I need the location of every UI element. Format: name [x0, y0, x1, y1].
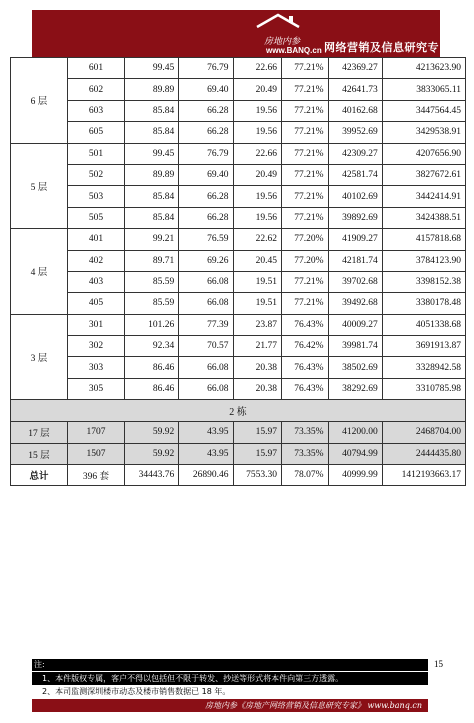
- table-cell: 85.84: [125, 100, 179, 121]
- table-cell: 3424388.51: [382, 207, 465, 228]
- table-row: [11, 378, 466, 399]
- table-cell: 66.28: [179, 207, 233, 228]
- table-cell: 76.79: [179, 143, 233, 164]
- table-cell: 2468704.00: [382, 422, 465, 443]
- table-cell: 77.21%: [281, 122, 328, 143]
- table-cell: 86.46: [125, 357, 179, 378]
- table-cell: 22.66: [233, 143, 281, 164]
- table-cell: 42581.74: [328, 164, 382, 185]
- table-cell: 40009.27: [328, 314, 382, 335]
- table-cell: 92.34: [125, 336, 179, 357]
- table-cell: 76.59: [179, 229, 233, 250]
- table-cell: 66.08: [179, 293, 233, 314]
- table-cell: 76.43%: [281, 314, 328, 335]
- unit-number: 503: [68, 186, 125, 207]
- table-cell: 39492.68: [328, 293, 382, 314]
- table-row: [11, 357, 466, 378]
- table-cell: 3398152.38: [382, 271, 465, 292]
- unit-number: 301: [68, 314, 125, 335]
- table-cell: 26890.46: [179, 465, 233, 486]
- table-cell: 39981.74: [328, 336, 382, 357]
- table-cell: 19.56: [233, 100, 281, 121]
- table-cell: 66.08: [179, 378, 233, 399]
- table-cell: 59.92: [125, 422, 179, 443]
- table-cell: 89.89: [125, 164, 179, 185]
- table-cell: 99.21: [125, 229, 179, 250]
- logo-main-text: 网络营销及信息研究专家: [324, 41, 439, 70]
- table-cell: 40162.68: [328, 100, 382, 121]
- table-cell: 99.45: [125, 143, 179, 164]
- copyright-note: 1、本件版权专属，客户不得以包括但不限于转发、抄送等形式将本件向第三方透露。: [32, 672, 428, 685]
- unit-number: 501: [68, 143, 125, 164]
- building-label: 2 栋: [11, 400, 466, 422]
- table-row: [11, 79, 466, 100]
- table-cell: 3310785.98: [382, 378, 465, 399]
- table-cell: 23.87: [233, 314, 281, 335]
- table-row: [11, 207, 466, 228]
- table-cell: 85.84: [125, 122, 179, 143]
- table-cell: 7553.30: [233, 465, 281, 486]
- table-cell: 3784123.90: [382, 250, 465, 271]
- logo-small-text: 房地内参: [264, 37, 301, 47]
- table-cell: 22.66: [233, 58, 281, 79]
- table-cell: 77.21%: [281, 79, 328, 100]
- table-cell: 15.97: [233, 443, 281, 464]
- table-cell: 77.21%: [281, 164, 328, 185]
- table-row: [11, 100, 466, 121]
- table-cell: 69.40: [179, 79, 233, 100]
- table-row: [11, 422, 466, 443]
- table-cell: 20.45: [233, 250, 281, 271]
- table-cell: 19.56: [233, 186, 281, 207]
- table-cell: 41909.27: [328, 229, 382, 250]
- table-cell: 3833065.11: [382, 79, 465, 100]
- floor-label: 17 层: [11, 422, 68, 443]
- table-row: [11, 122, 466, 143]
- table-row: [11, 229, 466, 250]
- unit-number: 603: [68, 100, 125, 121]
- table-cell: 40999.99: [328, 465, 382, 486]
- table-cell: 3691913.87: [382, 336, 465, 357]
- table-cell: 42309.27: [328, 143, 382, 164]
- table-cell: 77.39: [179, 314, 233, 335]
- unit-number: 401: [68, 229, 125, 250]
- table-cell: 2444435.80: [382, 443, 465, 464]
- unit-number: 305: [68, 378, 125, 399]
- table-cell: 20.49: [233, 79, 281, 100]
- table-cell: 73.35%: [281, 422, 328, 443]
- table-row: [11, 443, 466, 464]
- table-cell: 76.43%: [281, 378, 328, 399]
- table-cell: 101.26: [125, 314, 179, 335]
- table-cell: 4157818.68: [382, 229, 465, 250]
- floor-label: 3 层: [11, 314, 68, 400]
- table-cell: 76.42%: [281, 336, 328, 357]
- footer-note-bar: [32, 659, 428, 671]
- table-cell: 89.89: [125, 79, 179, 100]
- unit-number: 302: [68, 336, 125, 357]
- table-cell: 42369.27: [328, 58, 382, 79]
- table-row: [11, 186, 466, 207]
- table-cell: 77.21%: [281, 58, 328, 79]
- table-cell: 38502.69: [328, 357, 382, 378]
- table-cell: 59.92: [125, 443, 179, 464]
- table-row: [11, 143, 466, 164]
- table-cell: 66.28: [179, 186, 233, 207]
- table-cell: 41200.00: [328, 422, 382, 443]
- table-cell: 77.21%: [281, 271, 328, 292]
- bottom-banner: 房地内参《房地产网络营销及信息研究专家》 www.banq.cn: [32, 699, 428, 712]
- table-cell: 69.40: [179, 164, 233, 185]
- floor-label: 6 层: [11, 58, 68, 144]
- footer-note-label: 注:: [34, 660, 45, 669]
- table-cell: 15.97: [233, 422, 281, 443]
- floor-label: 15 层: [11, 443, 68, 464]
- building-header-row: [11, 400, 466, 422]
- table-cell: 3442414.91: [382, 186, 465, 207]
- unit-number: 405: [68, 293, 125, 314]
- table-row: [11, 271, 466, 292]
- table-cell: 34443.76: [125, 465, 179, 486]
- unit-number: 303: [68, 357, 125, 378]
- floor-label: 4 层: [11, 229, 68, 315]
- unit-number: 602: [68, 79, 125, 100]
- table-row: [11, 164, 466, 185]
- table-cell: 3447564.45: [382, 100, 465, 121]
- table-cell: 76.79: [179, 58, 233, 79]
- table-cell: 77.21%: [281, 207, 328, 228]
- table-cell: 39702.68: [328, 271, 382, 292]
- table-cell: 20.49: [233, 164, 281, 185]
- table-cell: 4213623.90: [382, 58, 465, 79]
- unit-number: 605: [68, 122, 125, 143]
- table-cell: 19.56: [233, 207, 281, 228]
- table-cell: 85.84: [125, 207, 179, 228]
- table-row: [11, 293, 466, 314]
- sales-data-table: [10, 57, 466, 486]
- table-cell: 19.51: [233, 293, 281, 314]
- table-cell: 66.08: [179, 271, 233, 292]
- table-row: [11, 314, 466, 335]
- table-cell: 89.71: [125, 250, 179, 271]
- table-cell: 66.28: [179, 100, 233, 121]
- table-cell: 20.38: [233, 378, 281, 399]
- table-cell: 77.21%: [281, 100, 328, 121]
- monitoring-note: 2、本司监测深圳楼市动态及楼市销售数据已 18 年。: [32, 686, 428, 698]
- table-cell: 1412193663.17: [382, 465, 465, 486]
- unit-number: 403: [68, 271, 125, 292]
- page-number: 15: [434, 659, 443, 669]
- unit-number: 1507: [68, 443, 125, 464]
- total-label: 总计: [11, 465, 68, 486]
- table-cell: 43.95: [179, 443, 233, 464]
- table-cell: 19.51: [233, 271, 281, 292]
- table-cell: 85.59: [125, 271, 179, 292]
- unit-number: 502: [68, 164, 125, 185]
- table-cell: 38292.69: [328, 378, 382, 399]
- floor-label: 5 层: [11, 143, 68, 229]
- table-cell: 69.26: [179, 250, 233, 271]
- table-cell: 99.45: [125, 58, 179, 79]
- unit-number: 601: [68, 58, 125, 79]
- table-row: [11, 58, 466, 79]
- table-cell: 42181.74: [328, 250, 382, 271]
- unit-number: 402: [68, 250, 125, 271]
- table-cell: 39952.69: [328, 122, 382, 143]
- table-cell: 76.43%: [281, 357, 328, 378]
- total-row: [11, 465, 466, 486]
- logo-url-text: www.BANQ.cn: [266, 46, 322, 55]
- unit-number: 1707: [68, 422, 125, 443]
- table-cell: 3827672.61: [382, 164, 465, 185]
- table-cell: 66.28: [179, 122, 233, 143]
- table-cell: 43.95: [179, 422, 233, 443]
- table-cell: 3380178.48: [382, 293, 465, 314]
- table-cell: 19.56: [233, 122, 281, 143]
- table-cell: 40102.69: [328, 186, 382, 207]
- table-cell: 39892.69: [328, 207, 382, 228]
- table-cell: 4207656.90: [382, 143, 465, 164]
- table-cell: 73.35%: [281, 443, 328, 464]
- table-cell: 77.20%: [281, 250, 328, 271]
- table-row: [11, 336, 466, 357]
- table-cell: 396 套: [68, 465, 125, 486]
- table-cell: 3429538.91: [382, 122, 465, 143]
- table-cell: 3328942.58: [382, 357, 465, 378]
- table-cell: 85.59: [125, 293, 179, 314]
- table-cell: 4051338.68: [382, 314, 465, 335]
- table-cell: 20.38: [233, 357, 281, 378]
- table-cell: 42641.73: [328, 79, 382, 100]
- table-cell: 70.57: [179, 336, 233, 357]
- table-cell: 22.62: [233, 229, 281, 250]
- table-cell: 77.21%: [281, 143, 328, 164]
- table-cell: 66.08: [179, 357, 233, 378]
- table-cell: 21.77: [233, 336, 281, 357]
- table-row: [11, 250, 466, 271]
- unit-number: 505: [68, 207, 125, 228]
- table-cell: 77.20%: [281, 229, 328, 250]
- table-cell: 77.21%: [281, 293, 328, 314]
- table-cell: 86.46: [125, 378, 179, 399]
- table-cell: 40794.99: [328, 443, 382, 464]
- table-cell: 78.07%: [281, 465, 328, 486]
- table-cell: 85.84: [125, 186, 179, 207]
- table-cell: 77.21%: [281, 186, 328, 207]
